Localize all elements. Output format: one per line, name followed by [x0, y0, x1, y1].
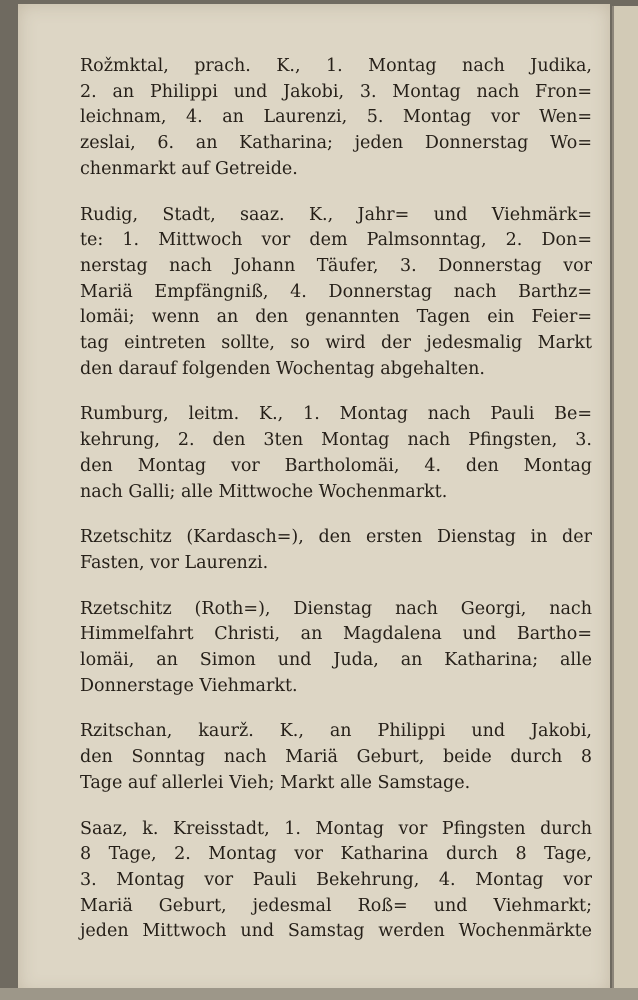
text-line: kehrung, 2. den 3ten Montag nach Pfingsten, 3.	[80, 430, 592, 451]
page-text	[80, 54, 592, 965]
entry-saaz	[80, 817, 592, 946]
text-line: Saaz, k. Kreisstadt, 1. Montag vor Pfingsten durch	[80, 818, 592, 839]
text-line: 8 Tage, 2. Montag vor Katharina durch 8 Tage,	[80, 844, 592, 865]
text-line: den darauf folgenden Wochentag abgehalten.	[80, 358, 485, 379]
text-line: Tage auf allerlei Vieh; Markt alle Samstage.	[80, 772, 471, 793]
text-line: Rudig, Stadt, saaz. K., Jahr= und Viehmärk=	[80, 204, 592, 225]
text-line: leichnam, 4. an Laurenzi, 5. Montag vor Wen=	[80, 107, 592, 128]
text-line: Donnerstage Viehmarkt.	[80, 675, 298, 696]
text-line: Rzetschitz (Roth=), Dienstag nach Georgi, nach	[80, 598, 592, 619]
entry-rzetschitz-roth	[80, 597, 592, 700]
entry-rozmital	[80, 54, 592, 183]
text-line: Rožmktal, prach. K., 1. Montag nach Judika,	[80, 56, 592, 76]
entry-rzitschan	[80, 719, 592, 796]
text-line: zeslai, 6. an Katharina; jeden Donnerstag Wo=	[80, 133, 592, 154]
text-line: jeden Mittwoch und Samstag werden Wochenmärkte	[80, 921, 592, 942]
text-line: Mariä Empfängniß, 4. Donnerstag nach Barthz=	[80, 281, 592, 302]
text-line: Fasten, vor Laurenzi.	[80, 552, 269, 573]
page-bottom-edge	[0, 988, 638, 1000]
text-line: Himmelfahrt Christi, an Magdalena und Bartho=	[80, 624, 592, 645]
next-page-edge	[612, 6, 638, 1000]
text-line: lomäi; wenn an den genannten Tagen ein Feier=	[80, 307, 592, 328]
entry-rumburg	[80, 402, 592, 505]
text-line: Rzetschitz (Kardasch=), den ersten Dienstag in der	[80, 527, 592, 548]
text-line: lomäi, an Simon und Juda, an Katharina; alle	[80, 650, 592, 671]
text-line: nach Galli; alle Mittwoche Wochenmarkt.	[80, 481, 448, 502]
text-line: den Montag vor Bartholomäi, 4. den Montag	[80, 455, 592, 476]
text-line: Rumburg, leitm. K., 1. Montag nach Pauli Be=	[80, 404, 592, 425]
text-line: Mariä Geburt, jedesmal Roß= und Viehmarkt;	[80, 895, 592, 916]
text-line: te: 1. Mittwoch vor dem Palmsonntag, 2. Don=	[80, 230, 592, 251]
text-line: den Sonntag nach Mariä Geburt, beide durch 8	[80, 747, 592, 768]
text-line: 3. Montag vor Pauli Bekehrung, 4. Montag vor	[80, 869, 592, 890]
text-line: tag eintreten sollte, so wird der jedesmalig Markt	[80, 333, 592, 354]
entry-rudig	[80, 203, 592, 383]
text-line: nerstag nach Johann Täufer, 3. Donnerstag vor	[80, 255, 592, 276]
text-line: chenmarkt auf Getreide.	[80, 158, 298, 179]
entry-rzetschitz-kardasch	[80, 525, 592, 576]
text-line: Rzitschan, kaurž. K., an Philippi und Jakobi,	[80, 721, 592, 742]
text-line: 2. an Philippi und Jakobi, 3. Montag nach Fron=	[80, 81, 592, 102]
